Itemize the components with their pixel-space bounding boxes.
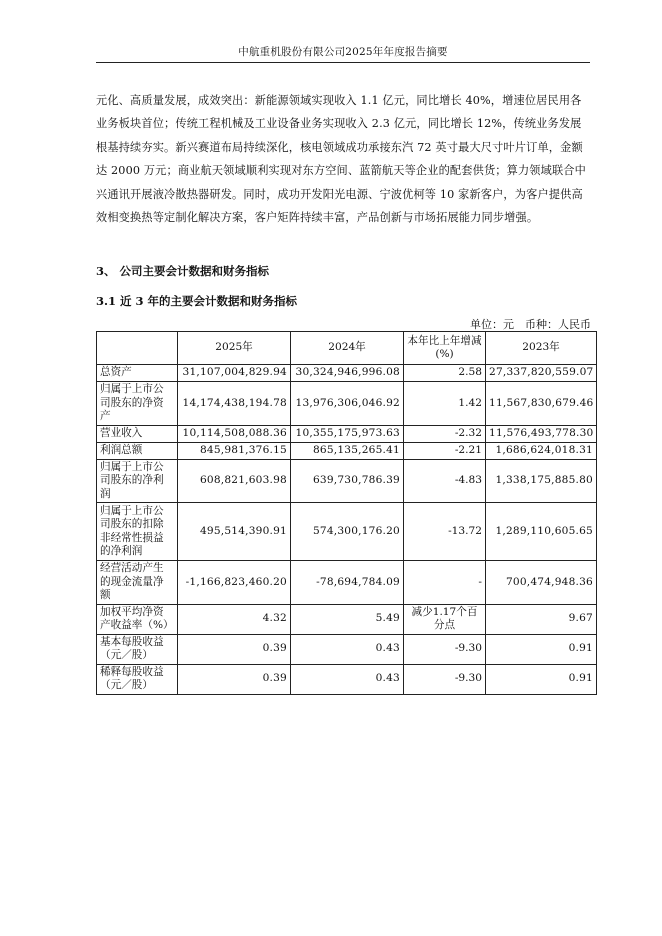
cell-2023: 0.91 [486, 664, 597, 694]
cell-2024: 639,730,786.39 [291, 459, 404, 503]
cell-2025: 495,514,390.91 [178, 503, 291, 561]
cell-2024: 10,355,175,973.63 [291, 425, 404, 442]
subsection-title: 3.1 近 3 年的主要会计数据和财务指标 [96, 294, 298, 308]
cell-change: - [404, 561, 486, 605]
cell-2023: 11,567,830,679.46 [486, 382, 597, 426]
cell-2023: 700,474,948.36 [486, 561, 597, 605]
cell-2023: 1,338,175,885.80 [486, 459, 597, 503]
cell-2025: 0.39 [178, 664, 291, 694]
cell-change: 2.58 [404, 365, 486, 382]
cell-change: -2.32 [404, 425, 486, 442]
table-row [97, 604, 597, 634]
cell-change: -9.30 [404, 634, 486, 664]
row-label: 总资产 [97, 365, 178, 382]
cell-2023: 1,289,110,605.65 [486, 503, 597, 561]
cell-2023: 1,686,624,018.31 [486, 442, 597, 459]
cell-2024: 13,976,306,046.92 [291, 382, 404, 426]
header-2024: 2024年 [291, 332, 404, 365]
row-label: 利润总额 [97, 442, 178, 459]
table-row [97, 503, 597, 561]
row-label: 经营活动产生的现金流量净额 [97, 561, 178, 605]
table-row [97, 442, 597, 459]
row-label: 营业收入 [97, 425, 178, 442]
cell-2025: 10,114,508,088.36 [178, 425, 291, 442]
cell-change: -9.30 [404, 664, 486, 694]
header-2023: 2023年 [486, 332, 597, 365]
page-header-title: 中航重机股份有限公司2025年年度报告摘要 [238, 46, 448, 58]
section-title: 3、 公司主要会计数据和财务指标 [96, 264, 270, 278]
cell-2025: 0.39 [178, 634, 291, 664]
cell-2023: 27,337,820,559.07 [486, 365, 597, 382]
table-row [97, 365, 597, 382]
unit-currency-note: 单位：元 币种：人民币 [470, 318, 591, 331]
cell-2024: 0.43 [291, 664, 404, 694]
cell-change: -4.83 [404, 459, 486, 503]
cell-2024: 574,300,176.20 [291, 503, 404, 561]
table-row [97, 634, 597, 664]
cell-2025: 14,174,438,194.78 [178, 382, 291, 426]
cell-change: 1.42 [404, 382, 486, 426]
cell-2024: 865,135,265.41 [291, 442, 404, 459]
header-change: 本年比上年增减(%) [404, 332, 486, 365]
cell-2023: 0.91 [486, 634, 597, 664]
header-divider [96, 62, 590, 63]
row-label: 归属于上市公司股东的净资产 [97, 382, 178, 426]
cell-2025: 4.32 [178, 604, 291, 634]
row-label: 归属于上市公司股东的净利润 [97, 459, 178, 503]
cell-2025: 608,821,603.98 [178, 459, 291, 503]
table-row [97, 382, 597, 426]
table-header-row [97, 332, 597, 365]
table-row [97, 459, 597, 503]
financial-indicators-table [96, 331, 597, 695]
cell-2023: 11,576,493,778.30 [486, 425, 597, 442]
table-row [97, 425, 597, 442]
cell-2025: -1,166,823,460.20 [178, 561, 291, 605]
cell-2025: 31,107,004,829.94 [178, 365, 291, 382]
cell-2024: 5.49 [291, 604, 404, 634]
cell-change: -13.72 [404, 503, 486, 561]
header-2025: 2025年 [178, 332, 291, 365]
cell-2023: 9.67 [486, 604, 597, 634]
header-blank [97, 332, 178, 365]
cell-2024: 0.43 [291, 634, 404, 664]
body-paragraph: 元化、高质量发展，成效突出：新能源领域实现收入 1.1 亿元，同比增长 40%，增速位居民用各业务板块首位；传统工程机械及工业设备业务实现收入 2.3 亿元，同比增长 12%，传统业务发展根基持续夯实。新兴赛道布局持续深化，核电领域成功承接东汽 72 英寸最大尺寸叶片订单，金额达 2000 万元；商业航天领域顺利实现对东方空间、蓝箭航天等企业的配套供货；算力领域联合中兴通讯开展液冷散热器研发。同时，成功开发阳光电源、宁波优柯等 10 家新客户，为客户提供高效相变换热等定制化解决方案，客户矩阵持续丰富，产品创新与市场拓展能力同步增强。 [96, 94, 586, 225]
row-label: 加权平均净资产收益率（%） [97, 604, 178, 634]
row-label: 稀释每股收益（元／股） [97, 664, 178, 694]
cell-2024: 30,324,946,996.08 [291, 365, 404, 382]
cell-change: -2.21 [404, 442, 486, 459]
row-label: 基本每股收益（元／股） [97, 634, 178, 664]
cell-2025: 845,981,376.15 [178, 442, 291, 459]
cell-2024: -78,694,784.09 [291, 561, 404, 605]
cell-change: 减少1.17个百分点 [404, 604, 486, 634]
table-row [97, 561, 597, 605]
row-label: 归属于上市公司股东的扣除非经常性损益的净利润 [97, 503, 178, 561]
table-row [97, 664, 597, 694]
